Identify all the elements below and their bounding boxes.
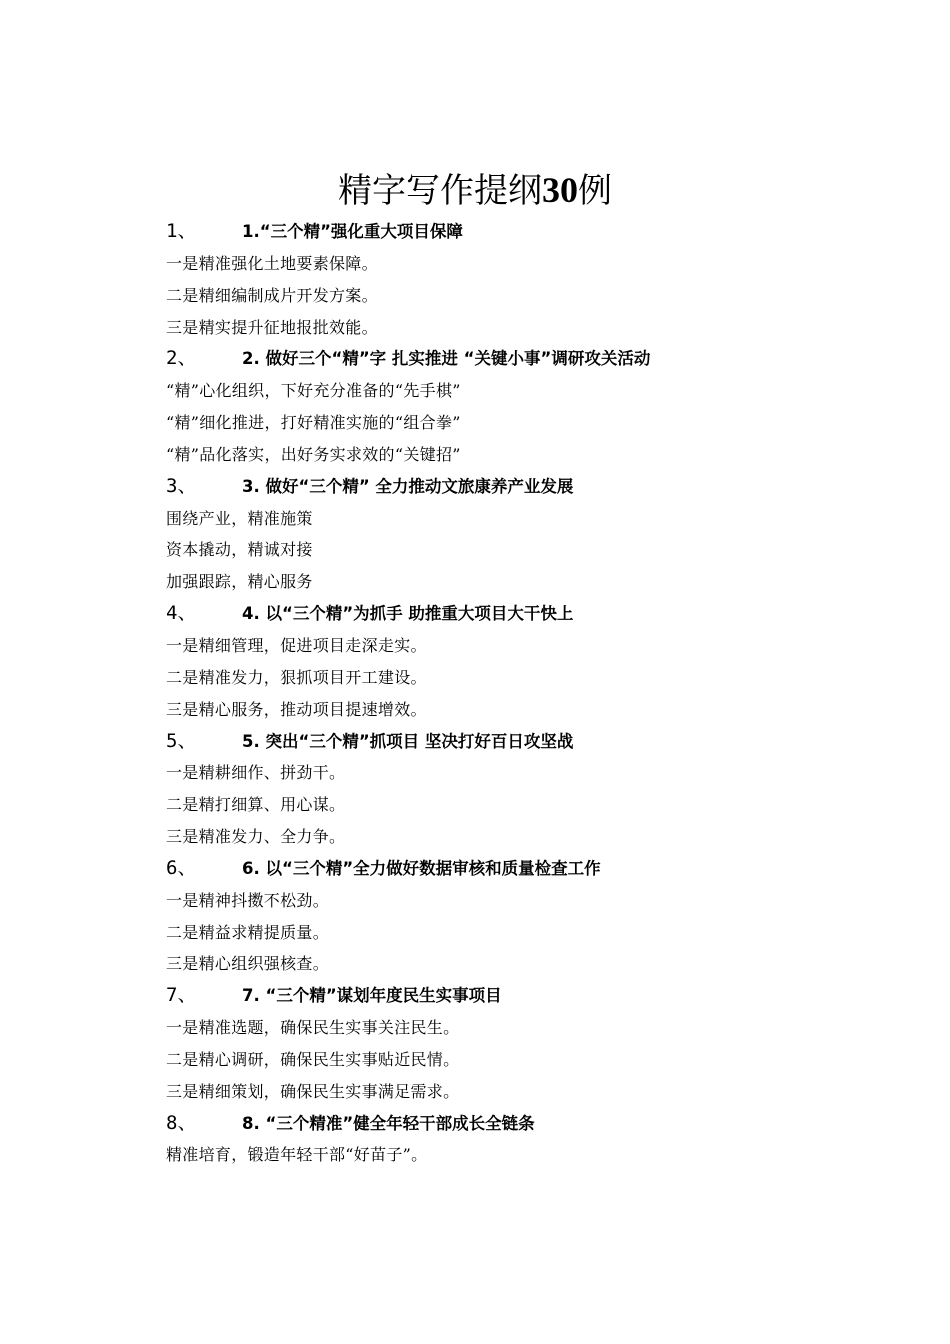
section-item: 三是精细策划，确保民生实事满足需求。 [166,1081,460,1101]
section-item: 三是精心组织强核查。 [166,954,330,974]
section-item: 二是精准发力，狠抓项目开工建设。 [166,667,427,687]
section-index: 4、 [166,602,197,625]
section-item: 一是精神抖擞不松劲。 [166,890,330,910]
section-heading-text: 3. 做好“三个精” 全力推动文旅康养产业发展 [242,476,574,496]
section-item: 精准培育，锻造年轻干部“好苗子”。 [166,1145,428,1165]
section-index: 3、 [166,474,197,497]
outline-section [166,471,926,598]
section-heading-text: 5. 突出“三个精”抓项目 坚决打好百日攻坚战 [242,731,574,751]
document-title [0,166,950,215]
section-item: 资本撬动，精诚对接 [166,540,313,560]
section-item: 二是精细编制成片开发方案。 [166,285,378,305]
section-item: 一是精耕细作、拼劲干。 [166,763,346,783]
section-heading [166,343,926,375]
section-heading-text: 8. “三个精准”健全年轻干部成长全链条 [242,1113,535,1133]
section-index: 1、 [166,220,197,242]
section-item: 二是精益求精提质量。 [166,922,330,942]
section-item: 一是精细管理，促进项目走深走实。 [166,635,427,655]
section-heading [166,853,926,885]
section-item: “精”心化组织，下好充分准备的“先手棋” [166,381,461,401]
section-heading [166,726,926,758]
outline-section [166,1108,926,1172]
section-index: 6、 [166,856,197,879]
section-heading [166,980,926,1012]
section-heading-text: 6. 以“三个精”全力做好数据审核和质量检查工作 [242,858,601,878]
section-index: 2、 [166,347,197,370]
outline-section [166,853,926,980]
section-index: 8、 [166,1111,197,1134]
outline-section [166,980,926,1107]
title-suffix: 例 [578,171,612,211]
section-heading [166,216,926,248]
section-index: 7、 [166,984,197,1007]
section-item: 三是精实提升征地报批效能。 [166,317,378,337]
outline-section [166,598,926,725]
section-item: 围绕产业，精准施策 [166,508,313,528]
section-item: 二是精心调研，确保民生实事贴近民情。 [166,1049,460,1069]
section-heading-text: 1.“三个精”强化重大项目保障 [242,222,463,241]
section-item: “精”品化落实，出好务实求效的“关键招” [166,444,461,464]
outline-section [166,726,926,853]
title-number: 30 [542,170,578,210]
outline-section [166,343,926,470]
section-item: 一是精准选题，确保民生实事关注民生。 [166,1018,460,1038]
section-heading [166,471,926,503]
title-text: 精字写作提纲 [338,171,542,211]
section-index: 5、 [166,729,197,752]
outline-list [166,216,926,1171]
section-item: 三是精心服务，推动项目提速增效。 [166,699,427,719]
section-item: “精”细化推进，打好精准实施的“组合拳” [166,413,461,433]
outline-section [166,216,926,343]
section-item: 加强跟踪，精心服务 [166,572,313,592]
section-item: 三是精准发力、全力争。 [166,827,346,847]
section-heading-text: 7. “三个精”谋划年度民生实事项目 [242,986,502,1006]
section-heading [166,1108,926,1140]
section-item: 一是精准强化土地要素保障。 [166,253,378,273]
section-heading [166,598,926,630]
section-heading-text: 4. 以“三个精”为抓手 助推重大项目大干快上 [242,604,574,624]
section-heading-text: 2. 做好三个“精”字 扎实推进 “关键小事”调研攻关活动 [242,349,651,369]
section-item: 二是精打细算、用心谋。 [166,795,346,815]
